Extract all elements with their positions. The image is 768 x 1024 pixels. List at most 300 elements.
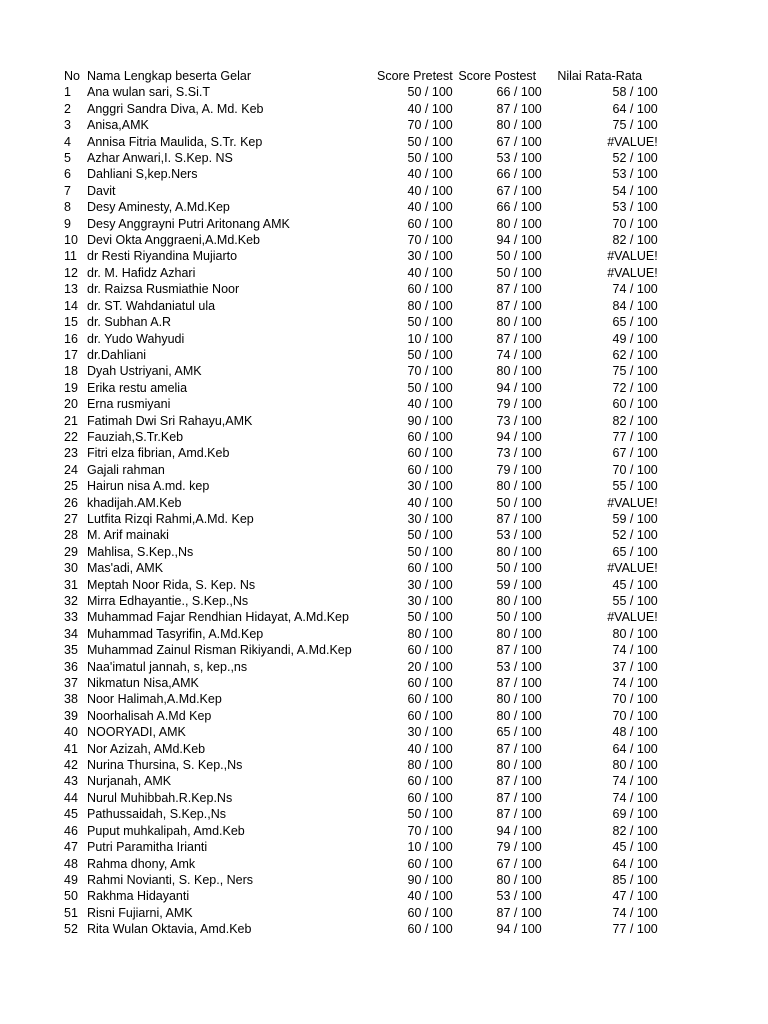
cell-postest: 87 / 100 (496, 807, 542, 822)
cell-average: 75 / 100 (612, 118, 658, 133)
cell-name: Meptah Noor Rida, S. Kep. Ns (87, 577, 256, 592)
cell-name: Muhammad Zainul Risman Rikiyandi, A.Md.Kep (87, 643, 352, 658)
cell-no: 6 (64, 167, 71, 182)
cell-postest: 79 / 100 (496, 462, 542, 477)
cell-pretest: 60 / 100 (407, 856, 453, 871)
cell-no: 44 (64, 790, 78, 805)
cell-no: 4 (64, 134, 71, 149)
table-row (0, 314, 658, 330)
cell-average: 37 / 100 (612, 659, 658, 674)
cell-no: 20 (64, 397, 78, 412)
cell-name: Nurina Thursina, S. Kep.,Ns (87, 758, 243, 773)
cell-postest: 94 / 100 (496, 429, 542, 444)
cell-no: 31 (64, 577, 78, 592)
cell-average: 72 / 100 (612, 380, 658, 395)
table-row (0, 183, 658, 199)
cell-pretest: 40 / 100 (407, 397, 453, 412)
header-postest: Score Postest (458, 69, 537, 83)
header-pretest: Score Pretest (377, 69, 453, 83)
cell-average: 80 / 100 (612, 758, 658, 773)
cell-average: 64 / 100 (612, 741, 658, 756)
cell-no: 36 (64, 659, 78, 674)
table-row (0, 872, 658, 888)
cell-postest: 53 / 100 (496, 151, 542, 166)
cell-pretest: 50 / 100 (407, 528, 453, 543)
cell-average: #VALUE! (607, 265, 658, 280)
cell-name: Fitri elza fibrian, Amd.Keb (87, 446, 230, 461)
cell-no: 37 (64, 676, 78, 691)
cell-name: Azhar Anwari,I. S.Kep. NS (87, 151, 233, 166)
cell-pretest: 60 / 100 (407, 462, 453, 477)
cell-pretest: 40 / 100 (407, 200, 453, 215)
cell-name: Dahliani S,kep.Ners (87, 167, 198, 182)
cell-no: 16 (64, 331, 78, 346)
cell-name: Anggri Sandra Diva, A. Md. Keb (87, 101, 264, 116)
cell-no: 14 (64, 298, 78, 313)
cell-name: Fatimah Dwi Sri Rahayu,AMK (87, 413, 253, 428)
cell-no: 45 (64, 807, 78, 822)
cell-no: 50 (64, 889, 78, 904)
cell-pretest: 70 / 100 (407, 364, 453, 379)
cell-pretest: 60 / 100 (407, 216, 453, 231)
cell-postest: 94 / 100 (496, 823, 542, 838)
cell-postest: 87 / 100 (496, 676, 542, 691)
cell-postest: 94 / 100 (496, 233, 542, 248)
cell-average: 55 / 100 (612, 479, 658, 494)
cell-postest: 80 / 100 (496, 479, 542, 494)
cell-no: 41 (64, 741, 78, 756)
cell-no: 32 (64, 594, 78, 608)
cell-name: Muhammad Tasyrifin, A.Md.Kep (87, 626, 264, 641)
cell-no: 49 (64, 872, 78, 887)
table-row (0, 609, 658, 625)
cell-name: Lutfita Rizqi Rahmi,A.Md. Kep (87, 511, 254, 526)
header-no: No (64, 69, 80, 83)
cell-name: Annisa Fitria Maulida, S.Tr. Kep (87, 134, 263, 149)
cell-postest: 79 / 100 (496, 840, 542, 855)
cell-average: 85 / 100 (612, 872, 658, 887)
cell-postest: 80 / 100 (496, 315, 542, 330)
cell-average: 74 / 100 (612, 774, 658, 789)
cell-postest: 67 / 100 (496, 134, 542, 149)
cell-no: 43 (64, 774, 78, 789)
cell-average: 55 / 100 (612, 594, 658, 608)
cell-postest: 73 / 100 (496, 413, 542, 428)
cell-pretest: 50 / 100 (407, 544, 453, 559)
table-row (0, 150, 658, 166)
cell-name: Erna rusmiyani (87, 397, 171, 412)
cell-average: 75 / 100 (612, 364, 658, 379)
header-name: Nama Lengkap beserta Gelar (87, 69, 251, 83)
cell-no: 13 (64, 282, 78, 297)
table-row (0, 757, 658, 773)
cell-name: Mahlisa, S.Kep.,Ns (87, 544, 194, 559)
cell-average: 65 / 100 (612, 544, 658, 559)
cell-average: #VALUE! (607, 249, 658, 264)
cell-name: M. Arif mainaki (87, 528, 169, 543)
cell-pretest: 60 / 100 (407, 429, 453, 444)
cell-name: Fauziah,S.Tr.Keb (87, 429, 184, 444)
cell-average: 47 / 100 (612, 889, 658, 904)
cell-postest: 87 / 100 (496, 790, 542, 805)
cell-no: 47 (64, 840, 78, 855)
cell-postest: 87 / 100 (496, 643, 542, 658)
cell-no: 22 (64, 429, 78, 444)
cell-postest: 67 / 100 (496, 183, 542, 198)
cell-pretest: 60 / 100 (407, 790, 453, 805)
cell-name: Desy Aminesty, A.Md.Kep (87, 200, 230, 215)
cell-postest: 50 / 100 (496, 265, 542, 280)
cell-average: 62 / 100 (612, 347, 658, 362)
cell-pretest: 50 / 100 (407, 380, 453, 395)
cell-no: 17 (64, 347, 78, 362)
cell-postest: 53 / 100 (496, 889, 542, 904)
table-row (0, 117, 658, 133)
cell-average: #VALUE! (607, 134, 658, 149)
cell-postest: 87 / 100 (496, 101, 542, 116)
cell-no: 15 (64, 315, 78, 330)
cell-pretest: 30 / 100 (407, 479, 453, 494)
cell-no: 39 (64, 708, 78, 723)
table-row (0, 216, 658, 232)
cell-pretest: 30 / 100 (407, 511, 453, 526)
cell-pretest: 80 / 100 (407, 626, 453, 641)
cell-no: 19 (64, 380, 78, 395)
cell-postest: 80 / 100 (496, 872, 542, 887)
cell-postest: 80 / 100 (496, 594, 542, 608)
cell-pretest: 10 / 100 (407, 840, 453, 855)
cell-name: Noorhalisah A.Md Kep (87, 708, 212, 723)
cell-average: 74 / 100 (612, 790, 658, 805)
cell-average: 59 / 100 (612, 511, 658, 526)
cell-postest: 79 / 100 (496, 397, 542, 412)
cell-no: 25 (64, 479, 78, 494)
table-row (0, 888, 658, 904)
cell-pretest: 60 / 100 (407, 692, 453, 707)
cell-average: 53 / 100 (612, 200, 658, 215)
cell-postest: 65 / 100 (496, 725, 542, 740)
cell-postest: 66 / 100 (496, 200, 542, 215)
table-row (0, 478, 658, 494)
table-row (0, 577, 658, 593)
cell-pretest: 30 / 100 (407, 725, 453, 740)
cell-average: 82 / 100 (612, 823, 658, 838)
cell-name: khadijah.AM.Keb (87, 495, 182, 510)
cell-name: Putri Paramitha Irianti (87, 840, 208, 855)
cell-average: 74 / 100 (612, 905, 658, 920)
cell-name: Mirra Edhayantie., S.Kep.,Ns (87, 594, 249, 608)
cell-name: dr. ST. Wahdaniatul ula (87, 298, 216, 313)
cell-average: 84 / 100 (612, 298, 658, 313)
cell-no: 34 (64, 626, 78, 641)
cell-pretest: 90 / 100 (407, 872, 453, 887)
table-row (0, 101, 658, 117)
cell-postest: 80 / 100 (496, 544, 542, 559)
cell-no: 38 (64, 692, 78, 707)
cell-average: 70 / 100 (612, 708, 658, 723)
cell-pretest: 60 / 100 (407, 446, 453, 461)
table-row (0, 462, 658, 478)
cell-average: 69 / 100 (612, 807, 658, 822)
cell-name: dr. Yudo Wahyudi (87, 331, 185, 346)
cell-name: Pathussaidah, S.Kep.,Ns (87, 807, 226, 822)
table-row (0, 823, 658, 839)
cell-name: Anisa,AMK (87, 118, 149, 133)
cell-average: 77 / 100 (612, 429, 658, 444)
cell-name: Noor Halimah,A.Md.Kep (87, 692, 222, 707)
table-row (0, 84, 658, 100)
cell-pretest: 50 / 100 (407, 315, 453, 330)
cell-no: 42 (64, 758, 78, 773)
cell-pretest: 40 / 100 (407, 101, 453, 116)
cell-name: Nurjanah, AMK (87, 774, 172, 789)
cell-name: Naa'imatul jannah, s, kep.,ns (87, 659, 248, 674)
cell-postest: 87 / 100 (496, 282, 542, 297)
table-row (0, 527, 658, 543)
table-row (0, 773, 658, 789)
cell-pretest: 60 / 100 (407, 676, 453, 691)
cell-postest: 80 / 100 (496, 708, 542, 723)
cell-pretest: 30 / 100 (407, 249, 453, 264)
cell-no: 12 (64, 265, 78, 280)
cell-pretest: 30 / 100 (407, 594, 453, 608)
cell-no: 51 (64, 905, 78, 920)
cell-name: Rahmi Novianti, S. Kep., Ners (87, 872, 254, 887)
cell-pretest: 80 / 100 (407, 298, 453, 313)
cell-name: Risni Fujiarni, AMK (87, 905, 193, 920)
cell-pretest: 50 / 100 (407, 85, 453, 100)
cell-postest: 80 / 100 (496, 626, 542, 641)
cell-name: Hairun nisa A.md. kep (87, 479, 210, 494)
table-row (0, 675, 658, 691)
cell-no: 52 (64, 922, 78, 937)
cell-name: Devi Okta Anggraeni,A.Md.Keb (87, 233, 261, 248)
cell-name: Rakhma Hidayanti (87, 889, 190, 904)
cell-postest: 80 / 100 (496, 118, 542, 133)
cell-pretest: 50 / 100 (407, 807, 453, 822)
table-row (0, 659, 658, 675)
table-row (0, 298, 658, 314)
cell-pretest: 60 / 100 (407, 922, 453, 937)
cell-pretest: 10 / 100 (407, 331, 453, 346)
cell-name: Mas'adi, AMK (87, 561, 164, 576)
table-row (0, 380, 658, 396)
cell-no: 40 (64, 725, 78, 740)
cell-postest: 80 / 100 (496, 216, 542, 231)
table-row (0, 429, 658, 445)
cell-average: #VALUE! (607, 561, 658, 576)
table-row (0, 724, 658, 740)
cell-average: 67 / 100 (612, 446, 658, 461)
cell-no: 8 (64, 200, 71, 215)
cell-average: 48 / 100 (612, 725, 658, 740)
cell-average: 77 / 100 (612, 922, 658, 937)
cell-pretest: 40 / 100 (407, 889, 453, 904)
cell-pretest: 50 / 100 (407, 134, 453, 149)
cell-postest: 50 / 100 (496, 610, 542, 625)
table-row (0, 347, 658, 363)
cell-average: 80 / 100 (612, 626, 658, 641)
cell-pretest: 60 / 100 (407, 905, 453, 920)
cell-name: dr.Dahliani (87, 347, 147, 362)
cell-postest: 87 / 100 (496, 298, 542, 313)
cell-name: Nor Azizah, AMd.Keb (87, 741, 206, 756)
cell-name: Nikmatun Nisa,AMK (87, 676, 199, 691)
cell-postest: 50 / 100 (496, 249, 542, 264)
cell-name: Erika restu amelia (87, 380, 188, 395)
table-header (0, 68, 658, 84)
cell-name: Puput muhkalipah, Amd.Keb (87, 823, 245, 838)
cell-pretest: 30 / 100 (407, 577, 453, 592)
score-table (0, 68, 658, 938)
table-row (0, 265, 658, 281)
table-row (0, 495, 658, 511)
cell-average: 45 / 100 (612, 577, 658, 592)
cell-pretest: 60 / 100 (407, 643, 453, 658)
table-row (0, 134, 658, 150)
cell-pretest: 40 / 100 (407, 741, 453, 756)
cell-postest: 87 / 100 (496, 511, 542, 526)
table-row (0, 363, 658, 379)
cell-average: 65 / 100 (612, 315, 658, 330)
cell-postest: 80 / 100 (496, 364, 542, 379)
cell-pretest: 80 / 100 (407, 758, 453, 773)
cell-no: 21 (64, 413, 78, 428)
cell-no: 35 (64, 643, 78, 658)
cell-no: 11 (64, 249, 77, 264)
cell-average: 70 / 100 (612, 216, 658, 231)
cell-pretest: 60 / 100 (407, 561, 453, 576)
cell-name: Desy Anggrayni Putri Aritonang AMK (87, 216, 290, 231)
table-row (0, 839, 658, 855)
cell-no: 27 (64, 511, 78, 526)
table-row (0, 905, 658, 921)
header-average: Nilai Rata-Rata (557, 69, 643, 83)
cell-postest: 67 / 100 (496, 856, 542, 871)
cell-postest: 50 / 100 (496, 495, 542, 510)
cell-average: 49 / 100 (612, 331, 658, 346)
cell-postest: 87 / 100 (496, 331, 542, 346)
table-row (0, 232, 658, 248)
cell-name: Rahma dhony, Amk (87, 856, 196, 871)
cell-pretest: 60 / 100 (407, 708, 453, 723)
score-sheet (0, 68, 768, 938)
cell-pretest: 20 / 100 (407, 659, 453, 674)
cell-average: 52 / 100 (612, 528, 658, 543)
cell-name: NOORYADI, AMK (87, 725, 186, 740)
cell-average: 52 / 100 (612, 151, 658, 166)
cell-no: 2 (64, 101, 71, 116)
table-body (0, 84, 658, 937)
table-row (0, 691, 658, 707)
cell-postest: 50 / 100 (496, 561, 542, 576)
cell-average: #VALUE! (607, 495, 658, 510)
table-row (0, 199, 658, 215)
cell-name: Ana wulan sari, S.Si.T (87, 85, 210, 100)
cell-no: 1 (64, 85, 71, 100)
table-row (0, 741, 658, 757)
cell-name: dr. Raizsa Rusmiathie Noor (87, 282, 240, 297)
table-row (0, 445, 658, 461)
cell-postest: 87 / 100 (496, 741, 542, 756)
cell-average: 70 / 100 (612, 462, 658, 477)
table-row (0, 248, 658, 264)
cell-no: 33 (64, 610, 78, 625)
cell-no: 46 (64, 823, 78, 838)
cell-name: Dyah Ustriyani, AMK (87, 364, 202, 379)
header-row (0, 68, 658, 84)
cell-postest: 74 / 100 (496, 347, 542, 362)
cell-postest: 53 / 100 (496, 659, 542, 674)
table-row (0, 856, 658, 872)
cell-average: 74 / 100 (612, 676, 658, 691)
cell-no: 28 (64, 528, 78, 543)
table-row (0, 921, 658, 937)
cell-no: 9 (64, 216, 71, 231)
cell-name: dr. M. Hafidz Azhari (87, 265, 196, 280)
cell-no: 18 (64, 364, 78, 379)
cell-average: 64 / 100 (612, 856, 658, 871)
cell-name: Gajali rahman (87, 462, 165, 477)
cell-no: 29 (64, 544, 78, 559)
cell-no: 10 (64, 233, 78, 248)
cell-postest: 80 / 100 (496, 758, 542, 773)
cell-average: 74 / 100 (612, 282, 658, 297)
cell-average: 70 / 100 (612, 692, 658, 707)
cell-no: 30 (64, 561, 78, 576)
cell-postest: 73 / 100 (496, 446, 542, 461)
cell-pretest: 50 / 100 (407, 347, 453, 362)
table-row (0, 642, 658, 658)
table-row (0, 544, 658, 560)
cell-name: Davit (87, 183, 116, 198)
table-row (0, 806, 658, 822)
cell-pretest: 90 / 100 (407, 413, 453, 428)
table-row (0, 511, 658, 527)
table-row (0, 331, 658, 347)
cell-postest: 59 / 100 (496, 577, 542, 592)
cell-pretest: 60 / 100 (407, 282, 453, 297)
cell-no: 3 (64, 118, 71, 133)
cell-name: Muhammad Fajar Rendhian Hidayat, A.Md.Kep (87, 610, 349, 625)
cell-average: 74 / 100 (612, 643, 658, 658)
table-row (0, 593, 658, 609)
cell-average: 64 / 100 (612, 101, 658, 116)
table-row (0, 560, 658, 576)
cell-pretest: 50 / 100 (407, 610, 453, 625)
cell-pretest: 50 / 100 (407, 151, 453, 166)
cell-postest: 53 / 100 (496, 528, 542, 543)
cell-postest: 87 / 100 (496, 774, 542, 789)
cell-average: 60 / 100 (612, 397, 658, 412)
cell-postest: 87 / 100 (496, 905, 542, 920)
cell-no: 48 (64, 856, 78, 871)
cell-pretest: 40 / 100 (407, 167, 453, 182)
cell-average: 82 / 100 (612, 413, 658, 428)
cell-pretest: 40 / 100 (407, 265, 453, 280)
cell-postest: 94 / 100 (496, 380, 542, 395)
cell-no: 7 (64, 183, 71, 198)
table-row (0, 396, 658, 412)
table-row (0, 708, 658, 724)
cell-postest: 66 / 100 (496, 85, 542, 100)
cell-average: 82 / 100 (612, 233, 658, 248)
cell-pretest: 60 / 100 (407, 774, 453, 789)
cell-name: Nurul Muhibbah.R.Kep.Ns (87, 790, 233, 805)
table-row (0, 413, 658, 429)
table-row (0, 790, 658, 806)
cell-postest: 94 / 100 (496, 922, 542, 937)
